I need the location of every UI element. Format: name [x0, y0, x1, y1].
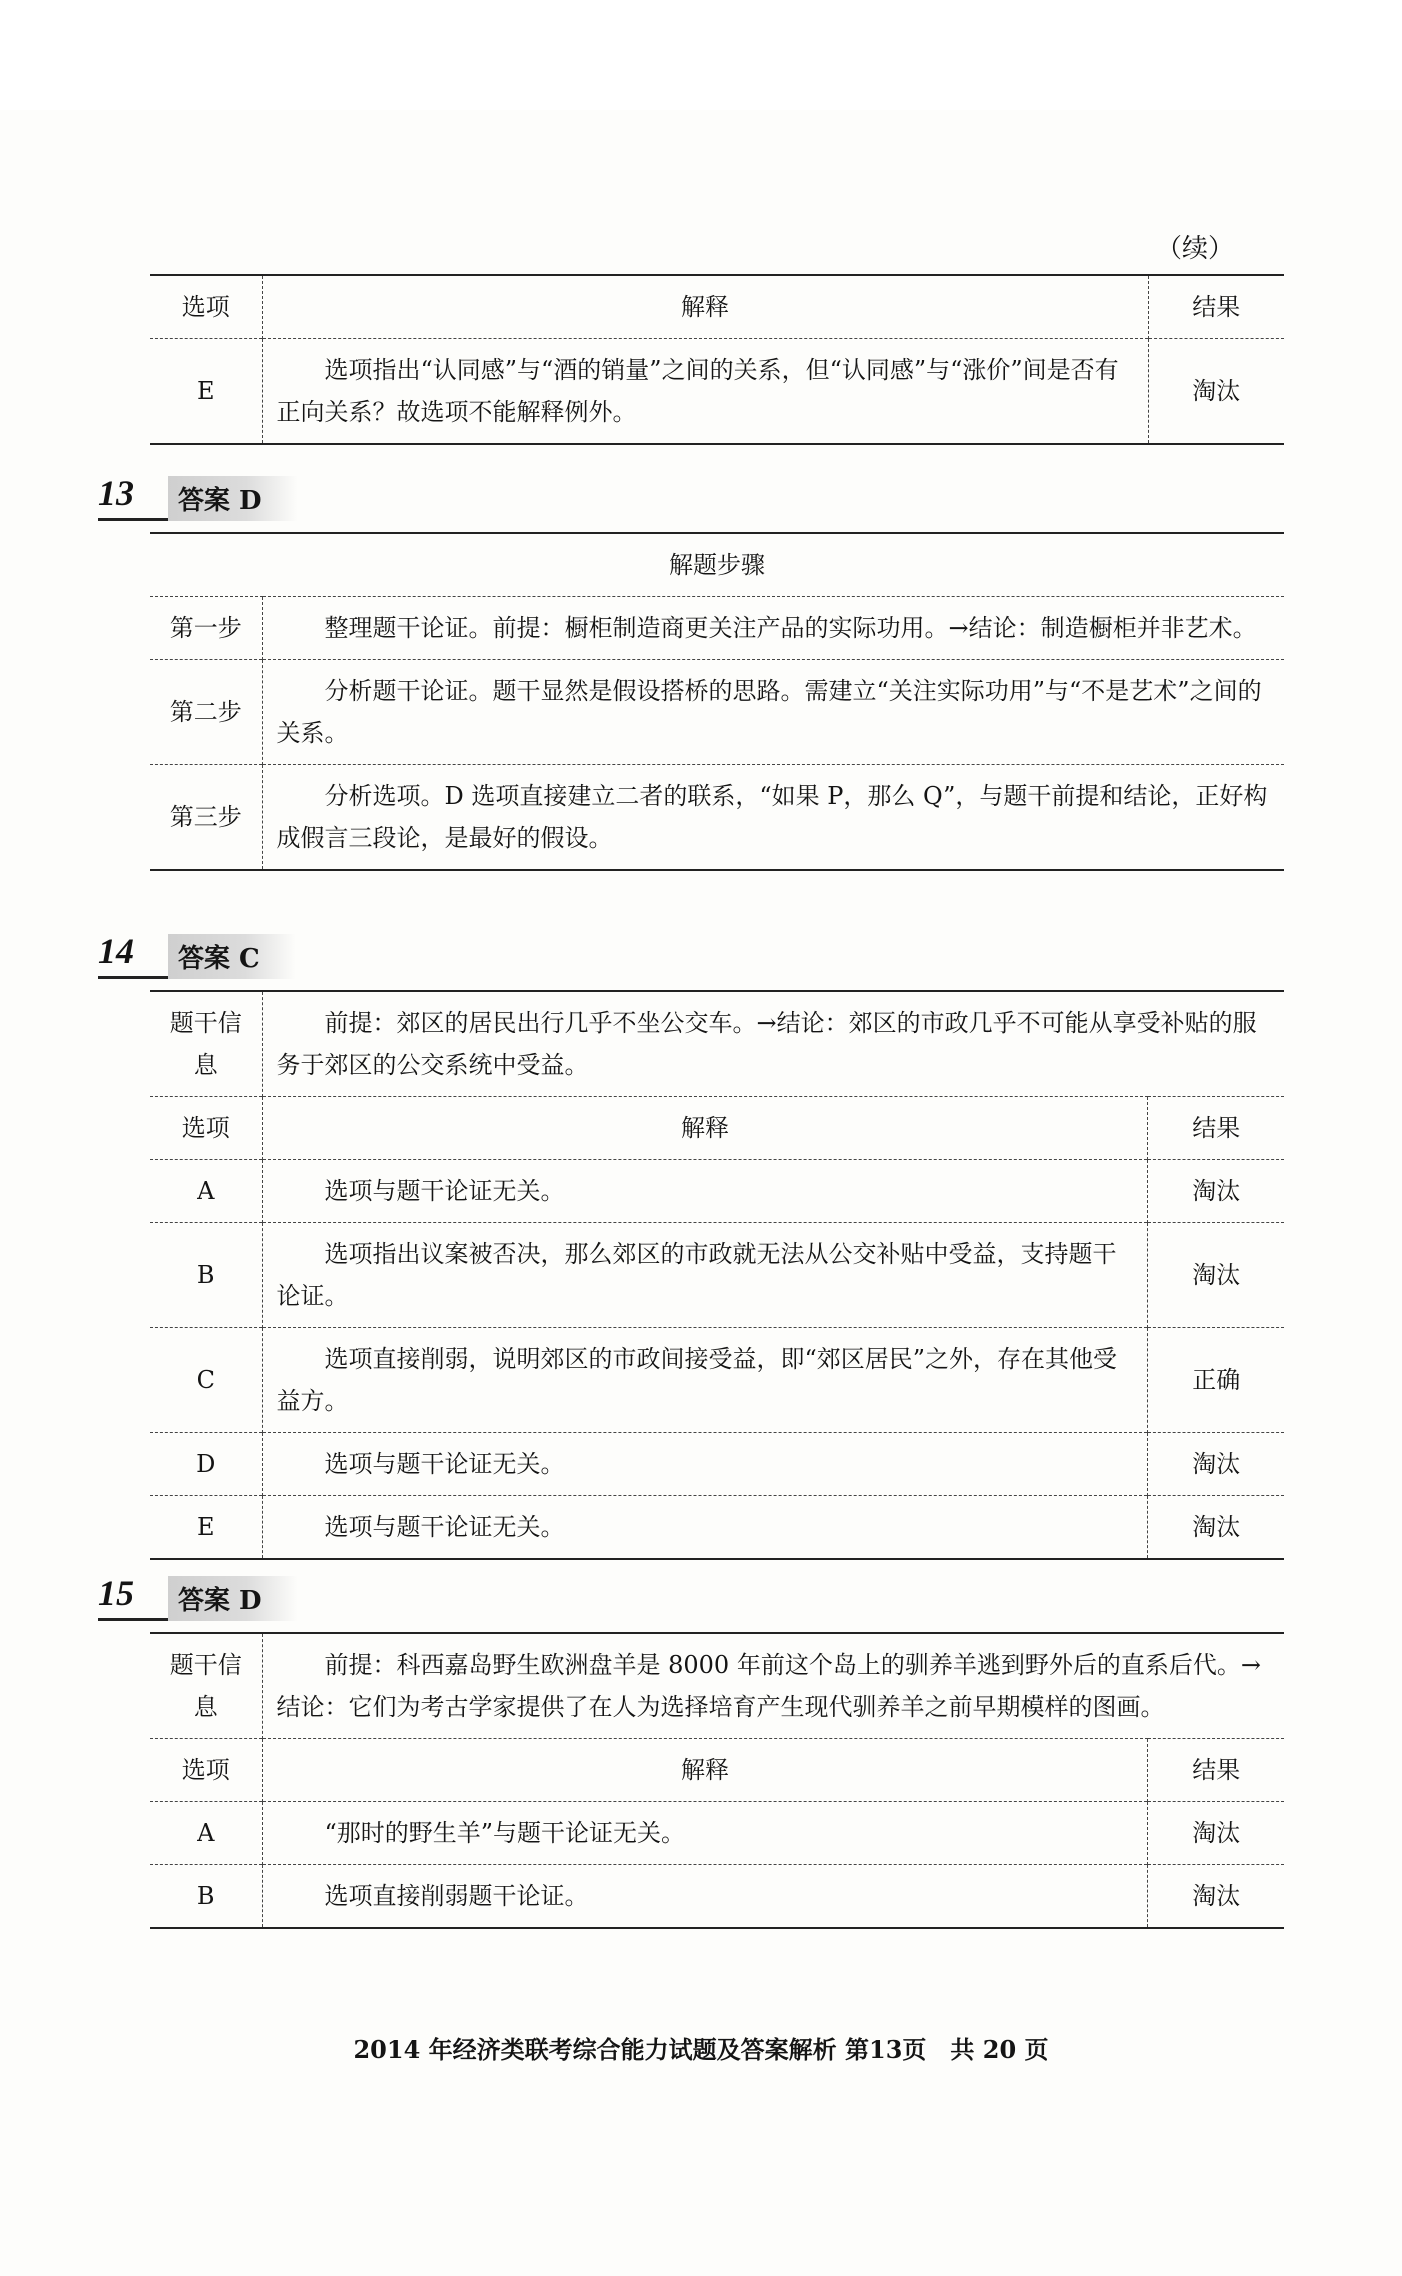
question-number: 13 [98, 473, 134, 513]
number-underline [98, 518, 172, 521]
info-label: 题干信息 [150, 991, 262, 1097]
table-row [150, 1160, 1284, 1223]
info-label: 题干信息 [150, 1633, 262, 1739]
info-text: 前提：科西嘉岛野生欧洲盘羊是 8000 年前这个岛上的驯养羊逃到野外后的直系后代。→结论：它们为考古学家提供了在人为选择培育产生现代驯养羊之前早期模样的图画。 [262, 1633, 1284, 1739]
info-row [150, 991, 1284, 1097]
header-explanation: 解释 [262, 1097, 1148, 1160]
question-15-header [98, 1570, 398, 1630]
table-header-row [150, 1739, 1284, 1802]
answer-badge: 答案 C [168, 934, 296, 979]
table-row [150, 1223, 1284, 1328]
option-letter: B [150, 1865, 262, 1929]
header-option: 选项 [150, 275, 262, 339]
info-row [150, 1633, 1284, 1739]
number-underline [98, 1618, 172, 1621]
scan-top-margin [0, 0, 1402, 110]
option-explanation: 选项与题干论证无关。 [262, 1160, 1148, 1223]
option-result: 正确 [1148, 1328, 1284, 1433]
step-label: 第三步 [150, 765, 262, 871]
table-row [150, 597, 1284, 660]
table-row [150, 1802, 1284, 1865]
option-explanation: 选项指出“认同感”与“酒的销量”之间的关系，但“认同感”与“涨价”间是否有正向关系？故选项不能解释例外。 [262, 339, 1148, 445]
number-underline [98, 976, 172, 979]
solution-steps-table [150, 532, 1284, 871]
option-result: 淘汰 [1148, 1496, 1284, 1560]
option-letter: E [150, 339, 262, 445]
option-explanation: 选项直接削弱题干论证。 [262, 1865, 1148, 1929]
option-explanation: 选项与题干论证无关。 [262, 1433, 1148, 1496]
option-explanation: 选项与题干论证无关。 [262, 1496, 1148, 1560]
option-letter: E [150, 1496, 262, 1560]
answer-badge: 答案 D [168, 1576, 298, 1621]
table-header-row [150, 275, 1284, 339]
table-row [150, 1433, 1284, 1496]
question-13-header [98, 470, 398, 530]
option-result: 淘汰 [1148, 1160, 1284, 1223]
table-row [150, 765, 1284, 871]
question-number: 15 [98, 1573, 134, 1613]
question-14-header [98, 928, 398, 988]
table-header-row [150, 1097, 1284, 1160]
step-text: 分析题干论证。题干显然是假设搭桥的思路。需建立“关注实际功用”与“不是艺术”之间的关系。 [262, 660, 1284, 765]
steps-title: 解题步骤 [150, 533, 1284, 597]
option-result: 淘汰 [1148, 1865, 1284, 1929]
header-explanation: 解释 [262, 1739, 1148, 1802]
option-letter: A [150, 1160, 262, 1223]
table-header-row [150, 533, 1284, 597]
header-explanation: 解释 [262, 275, 1148, 339]
header-option: 选项 [150, 1739, 262, 1802]
step-text: 整理题干论证。前提：橱柜制造商更关注产品的实际功用。→结论：制造橱柜并非艺术。 [262, 597, 1284, 660]
option-letter: B [150, 1223, 262, 1328]
header-result: 结果 [1148, 1739, 1284, 1802]
question-15-table [150, 1632, 1284, 1929]
page-footer: 2014 年经济类联考综合能力试题及答案解析 第13页 共 20 页 [353, 2035, 1049, 2064]
option-letter: A [150, 1802, 262, 1865]
continued-label: （续） [1155, 234, 1234, 264]
option-letter: C [150, 1328, 262, 1433]
option-explanation: 选项直接削弱，说明郊区的市政间接受益，即“郊区居民”之外，存在其他受益方。 [262, 1328, 1148, 1433]
header-result: 结果 [1148, 275, 1284, 339]
option-result: 淘汰 [1148, 1802, 1284, 1865]
question-number: 14 [98, 931, 134, 971]
answer-badge: 答案 D [168, 476, 298, 521]
table-row [150, 1865, 1284, 1929]
header-option: 选项 [150, 1097, 262, 1160]
option-result: 淘汰 [1148, 1223, 1284, 1328]
table-row [150, 339, 1284, 445]
header-result: 结果 [1148, 1097, 1284, 1160]
table-row [150, 1328, 1284, 1433]
table-row [150, 660, 1284, 765]
option-letter: D [150, 1433, 262, 1496]
step-label: 第二步 [150, 660, 262, 765]
question-14-table [150, 990, 1284, 1560]
step-label: 第一步 [150, 597, 262, 660]
option-result: 淘汰 [1148, 1433, 1284, 1496]
option-table-continued [150, 274, 1284, 445]
option-result: 淘汰 [1148, 339, 1284, 445]
option-explanation: 选项指出议案被否决，那么郊区的市政就无法从公交补贴中受益，支持题干论证。 [262, 1223, 1148, 1328]
info-text: 前提：郊区的居民出行几乎不坐公交车。→结论：郊区的市政几乎不可能从享受补贴的服务于郊区的公交系统中受益。 [262, 991, 1284, 1097]
option-explanation: “那时的野生羊”与题干论证无关。 [262, 1802, 1148, 1865]
table-row [150, 1496, 1284, 1560]
step-text: 分析选项。D 选项直接建立二者的联系，“如果 P，那么 Q”，与题干前提和结论，正好构成假言三段论，是最好的假设。 [262, 765, 1284, 871]
